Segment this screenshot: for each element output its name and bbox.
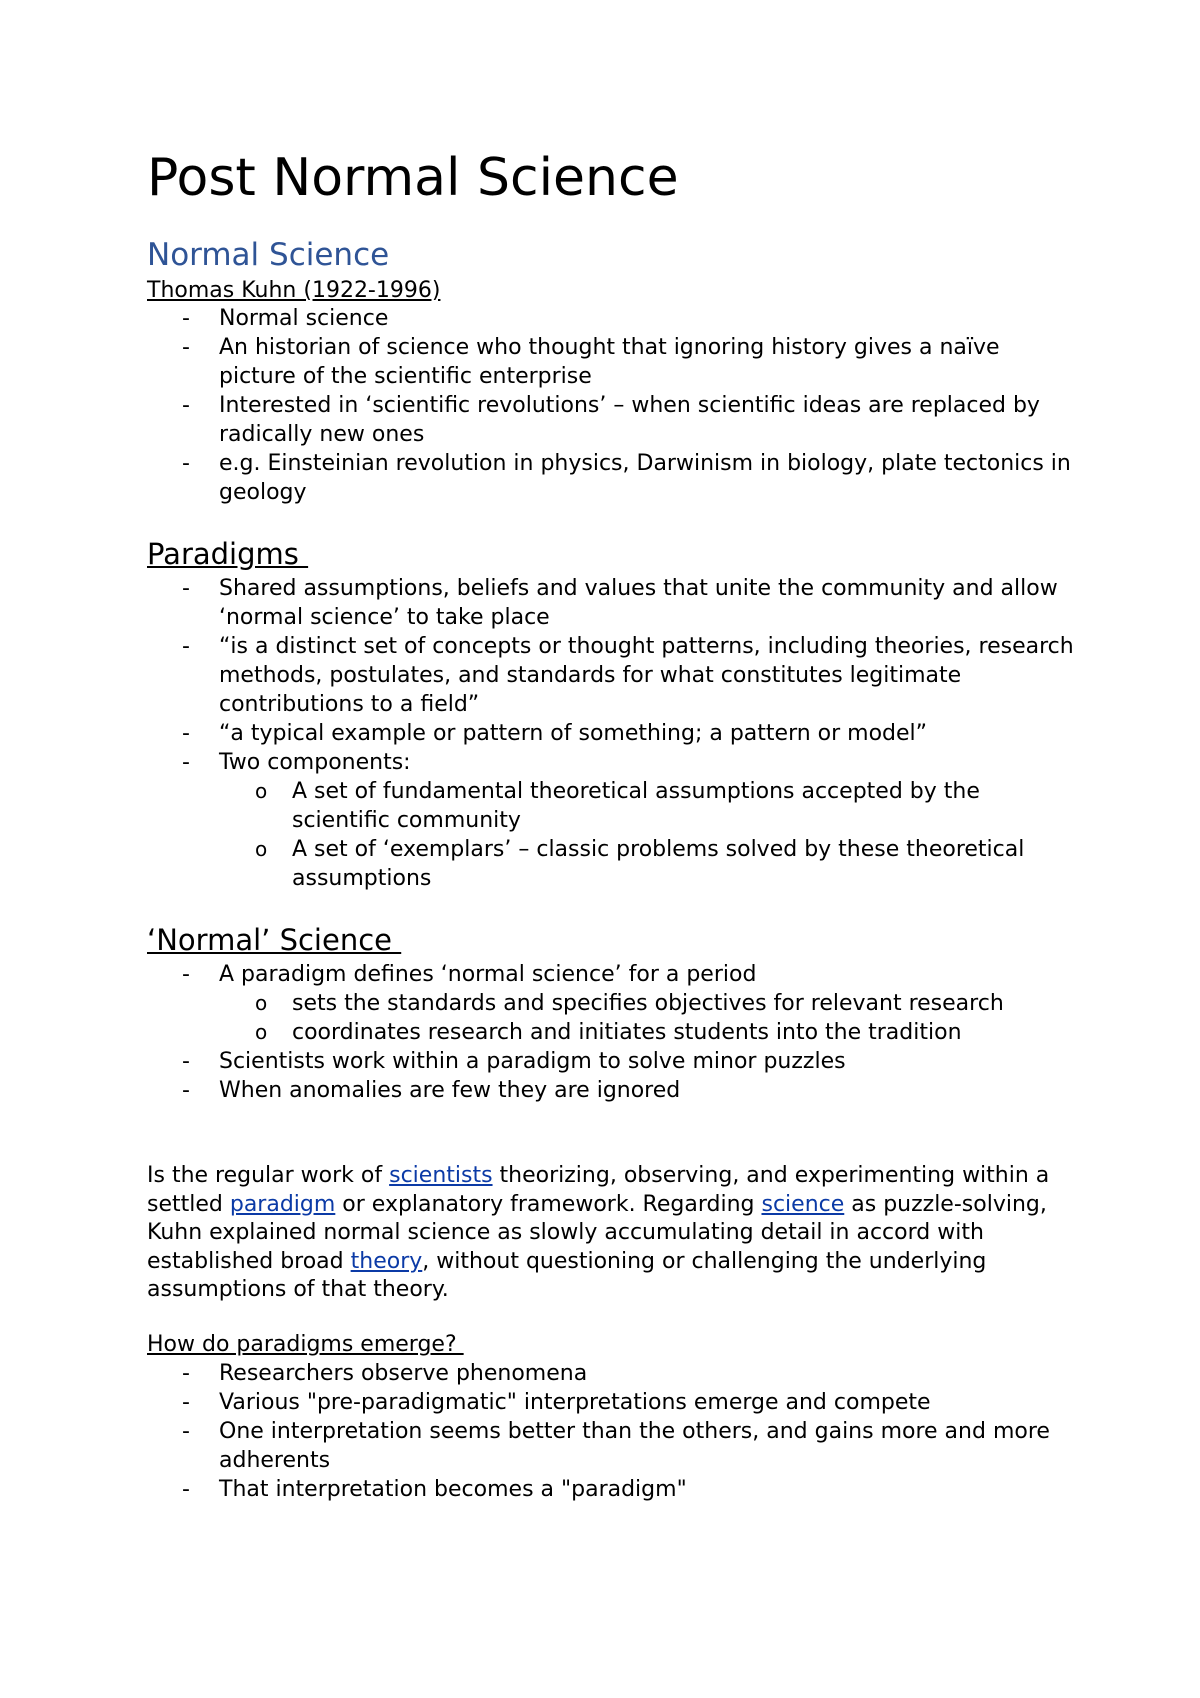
page-title: Post Normal Science [147, 148, 679, 208]
link-theory[interactable]: theory [350, 1248, 423, 1274]
list-item: - A paradigm defines ‘normal science’ for a period [182, 962, 757, 987]
normal-science-list [147, 304, 1077, 507]
list-item: - Scientists work within a paradigm to solve minor puzzles [182, 1049, 846, 1074]
list-item: - One interpretation seems better than the others, and gains more and more adherents [182, 1419, 1050, 1473]
sub-list-item: o sets the standards and specifies objectives for relevant research [255, 991, 1004, 1016]
list-item: - Normal science [182, 306, 389, 331]
list-item: - “a typical example or pattern of something; a pattern or model” [182, 721, 928, 746]
subheading-how-paradigms-emerge: How do paradigms emerge? [147, 1332, 464, 1357]
circle-marker: o [255, 837, 268, 861]
circle-marker: o [255, 779, 268, 803]
list-item: - When anomalies are few they are ignored [182, 1078, 681, 1103]
section-heading-normal-quoted: ‘Normal’ Science [147, 923, 402, 957]
paradigms-list [147, 574, 1077, 893]
definition-paragraph: Is the regular work of scientists theorizing, observing, and experimenting within a settled paradigm or explanatory framework. Regarding science as puzzle-solving, Kuhn explained normal science as slowly accumulating detail in accord with established broad theory, without questioning or challenging the underlying assumptions of that theory. [147, 1163, 1050, 1302]
dash-marker: - [182, 1390, 190, 1415]
dash-marker: - [182, 1477, 190, 1502]
list-item: - e.g. Einsteinian revolution in physics, Darwinism in biology, plate tectonics in geology [182, 451, 1071, 505]
subheading-thomas-kuhn: Thomas Kuhn (1922-1996) [147, 278, 441, 303]
dash-marker: - [182, 451, 190, 476]
list-item: - Two components: [182, 750, 411, 775]
dash-marker: - [182, 1049, 190, 1074]
list-item: - Interested in ‘scientific revolutions’ – when scientific ideas are replaced by radically new ones [182, 393, 1040, 447]
list-item: - An historian of science who thought that ignoring history gives a naïve picture of the scientific enterprise [182, 335, 1000, 389]
circle-marker: o [255, 1020, 268, 1044]
dash-marker: - [182, 750, 190, 775]
dash-marker: - [182, 393, 190, 418]
dash-marker: - [182, 962, 190, 987]
sub-list-item: o A set of fundamental theoretical assumptions accepted by the scientific community [255, 779, 980, 833]
dash-marker: - [182, 1419, 190, 1444]
circle-marker: o [255, 991, 268, 1015]
link-scientists[interactable]: scientists [389, 1163, 493, 1188]
list-item: - Shared assumptions, beliefs and values that unite the community and allow ‘normal science’ to take place [182, 576, 1058, 630]
emerge-list [147, 1359, 1077, 1504]
dash-marker: - [182, 335, 190, 360]
dash-marker: - [182, 634, 190, 659]
list-item: - That interpretation becomes a "paradigm" [182, 1477, 687, 1502]
dash-marker: - [182, 576, 190, 601]
list-item: - “is a distinct set of concepts or thought patterns, including theories, research methods, postulates, and standards for what constitutes legitimate contributions to a field” [182, 634, 1074, 717]
normal-quoted-list [147, 960, 1077, 1105]
list-item: - Researchers observe phenomena [182, 1361, 588, 1386]
sub-list-item: o coordinates research and initiates students into the tradition [255, 1020, 962, 1045]
dash-marker: - [182, 306, 190, 331]
list-item: - Various "pre-paradigmatic" interpretations emerge and compete [182, 1390, 931, 1415]
sub-list-item: o A set of ‘exemplars’ – classic problems solved by these theoretical assumptions [255, 837, 1025, 891]
dash-marker: - [182, 1361, 190, 1386]
section-heading-normal-science: Normal Science [147, 237, 390, 273]
dash-marker: - [182, 721, 190, 746]
section-heading-paradigms: Paradigms [147, 537, 309, 571]
link-paradigm[interactable]: paradigm [229, 1191, 336, 1217]
link-science[interactable]: science [761, 1191, 845, 1217]
dash-marker: - [182, 1078, 190, 1103]
